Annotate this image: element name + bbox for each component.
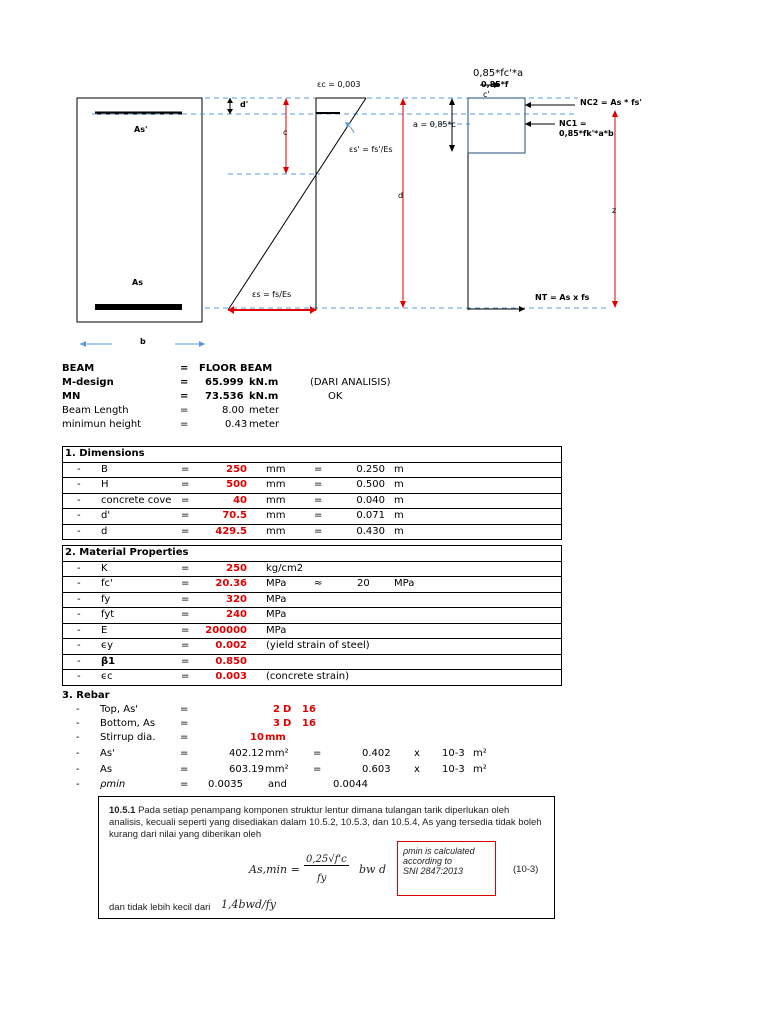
table-row: - E = 200000 MPa xyxy=(63,624,561,640)
table-row: - concrete cove = 40 mm = 0.040 m xyxy=(63,494,561,510)
eps-s-prime-arc xyxy=(348,125,354,133)
rebar-title: 3. Rebar xyxy=(62,690,110,701)
table-row: - β1 = 0.850 xyxy=(63,655,561,671)
d-prime-arrow-up xyxy=(227,98,233,103)
formula-lhs: As,min = xyxy=(249,863,300,876)
material-table xyxy=(62,545,562,686)
table-row: - fy = 320 MPa xyxy=(63,593,561,609)
table-row: - K = 250 kg/cm2 xyxy=(63,562,561,578)
d-prime-label: d' xyxy=(240,100,249,109)
top-stress-label-3: c' xyxy=(483,90,490,99)
top-stress-label-2: 0,85*f xyxy=(481,80,509,89)
formula-denominator: fy xyxy=(317,873,327,884)
dimensions-title: 1. Dimensions xyxy=(63,447,561,463)
nt-label: NT = As x fs xyxy=(535,293,590,302)
code-reference-box xyxy=(98,796,555,919)
table-row: - d' = 70.5 mm = 0.071 m xyxy=(63,509,561,525)
callout-box: ρmin is calculated according to SNI 2847:2013 xyxy=(397,841,496,896)
as-label: As xyxy=(132,278,143,287)
formula-tail: bw d xyxy=(359,863,386,876)
nc1-label-2: 0,85*fk'*a*b xyxy=(559,129,614,138)
a-label: a = 0,85*c xyxy=(413,120,456,129)
table-row: - B = 250 mm = 0.250 m xyxy=(63,463,561,479)
d-label: d xyxy=(398,191,404,200)
table-row: - fc' = 20.36 MPa ≈ 20 MPa xyxy=(63,577,561,593)
footer-text: dan tidak lebih kecil dari xyxy=(109,902,211,913)
as-prime-label: As' xyxy=(134,125,148,134)
beam-diagram xyxy=(0,60,768,360)
eps-c-label: εc = 0,003 xyxy=(317,80,361,89)
footer-formula: 1,4bwd/fy xyxy=(221,898,276,911)
equation-number: (10-3) xyxy=(513,864,539,875)
eps-s-prime-label: εs' = fs'/Es xyxy=(349,145,393,154)
eps-s-label: εs = fs/Es xyxy=(252,290,292,299)
table-row: - ϵy = 0.002 (yield strain of steel) xyxy=(63,639,561,655)
material-title: 2. Material Properties xyxy=(63,546,561,562)
table-row: - fyt = 240 MPa xyxy=(63,608,561,624)
b-label: b xyxy=(140,337,146,346)
c-label: c xyxy=(283,128,288,137)
strain-diagonal xyxy=(228,98,366,310)
code-reference-text: 10.5.1 Pada setiap penampang komponen struktur lentur dimana tulangan tarik diperlukan oleh analisis, kecuali seperti yang disediakan dalam 10.5.2, 10.5.3, dan 10.5.4, As yang tersedia tidak boleh kurang dari nilai yang diberikan oleh xyxy=(109,805,542,840)
top-stress-label-1: 0,85*fc'*a xyxy=(473,68,524,79)
formula-numerator: 0,25√f'c xyxy=(306,854,347,865)
z-label: z xyxy=(612,206,617,215)
compression-block xyxy=(468,98,525,153)
dimensions-table xyxy=(62,446,562,540)
table-row: - H = 500 mm = 0.500 m xyxy=(63,478,561,494)
nc2-label: NC2 = As * fs' xyxy=(580,98,642,107)
table-row: - ϵc = 0.003 (concrete strain) xyxy=(77,671,350,682)
nc1-label-1: NC1 = xyxy=(559,119,587,128)
d-prime-arrow-down xyxy=(227,109,233,114)
table-row: - d = 429.5 mm = 0.430 m xyxy=(77,525,404,537)
